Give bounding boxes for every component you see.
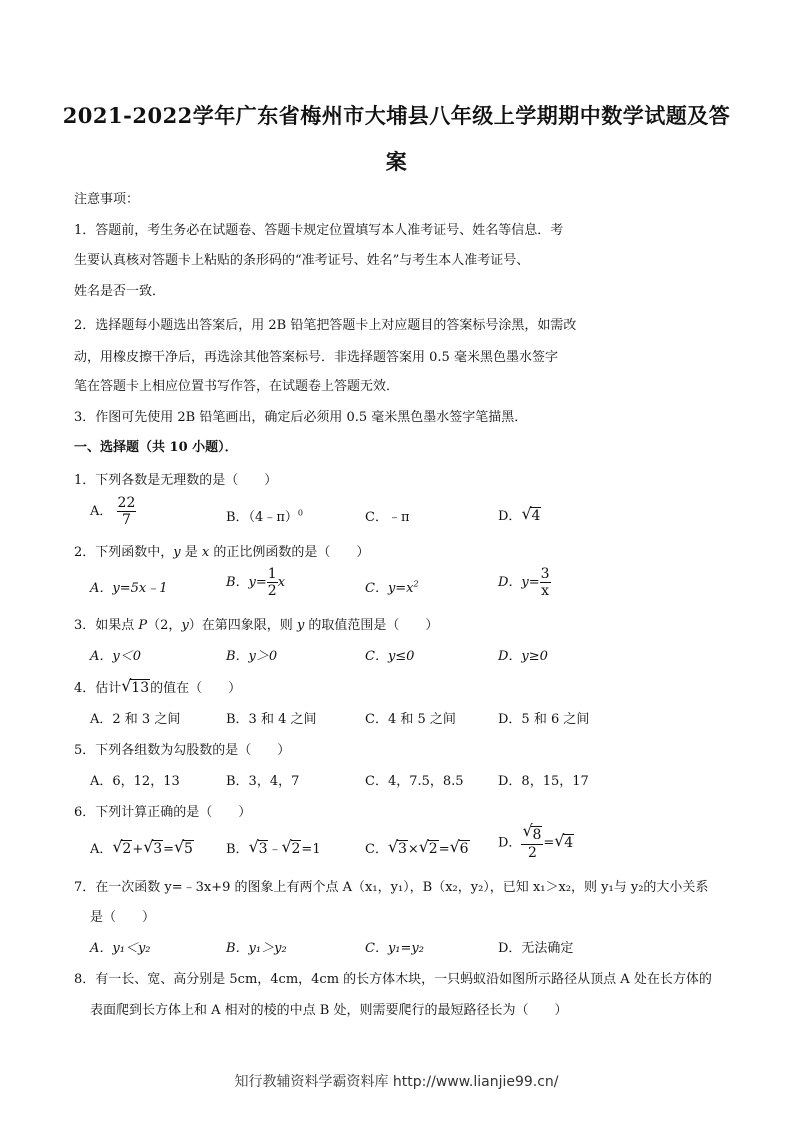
question-7-option-c: C．y₁=y₂: [365, 941, 424, 956]
fraction: $\frac{3}{x}$: [540, 566, 550, 599]
question-5-option-c: C．4，7.5，8.5: [365, 774, 464, 789]
square-root: √ 13: [121, 679, 150, 696]
question-2-stem: 2．下列函数中，y 是 x 的正比例函数的是（ ）: [74, 545, 370, 560]
question-6-option-c: C．√ 3×√ 2=√ 6: [365, 838, 470, 857]
notice-heading: 注意事项：: [74, 192, 140, 207]
question-7-option-a: A．y₁＜y₂: [90, 941, 151, 956]
question-1-option-b: B．（4﹣π）$^0$: [226, 508, 303, 525]
document-title-line-1: 2021-2022学年广东省梅州市大埔县八年级上学期期中数学试题及答: [62, 103, 731, 128]
question-4-option-c: C．4 和 5 之间: [365, 712, 456, 727]
question-7-option-b: B．y₁＞y₂: [226, 941, 287, 956]
question-7-stem: 7．在一次函数 y=﹣3x+9 的图象上有两个点 A（x₁，y₁），B（x₂，y₂），已知 x₁＞x₂，则 y₁与 y₂的大小关系: [74, 880, 709, 895]
question-3-option-a: A．y＜0: [90, 649, 142, 664]
notice-line: 2．选择题每小题选出答案后，用 2B 铅笔把答题卡上对应题目的答案标号涂黑，如需改: [74, 318, 577, 333]
question-5-option-a: A．6，12，13: [90, 774, 180, 789]
question-4-option-d: D．5 和 6 之间: [498, 712, 590, 727]
question-2-option-a: A．y=5x﹣1: [90, 581, 168, 596]
question-5-stem: 5．下列各组数为勾股数的是（ ）: [74, 743, 291, 758]
question-1-option-c: C．﹣π: [365, 510, 410, 525]
question-4-option-b: B．3 和 4 之间: [226, 712, 317, 727]
notice-line: 1．答题前，考生务必在试题卷、答题卡规定位置填写本人准考证号、姓名等信息．考: [74, 223, 564, 238]
notice-line: 生要认真核对答题卡上粘贴的条形码的“准考证号、姓名”与考生本人准考证号、: [74, 253, 530, 268]
question-6-option-b: B．√ 3﹣√ 2=1: [226, 838, 321, 857]
question-2-option-b: B．y= $\frac{1}{2}$ x: [226, 566, 286, 599]
question-6-option-a: A．√ 2+√ 3=√ 5: [90, 838, 194, 857]
question-8-stem-continued: 表面爬到长方体上和 A 相对的棱的中点 B 处，则需要爬行的最短路径长为（ ）: [90, 1003, 568, 1018]
square-root: √ 4: [521, 507, 541, 524]
section-heading: 一、选择题（共 10 小题）．: [74, 440, 238, 455]
fraction: $\frac{1}{2}$: [267, 566, 277, 599]
notice-line: 3．作图可先使用 2B 铅笔画出，确定后必须用 0.5 毫米黑色墨水签字笔描黑．: [74, 410, 528, 425]
fraction: $\frac{22}{7}$: [117, 495, 136, 528]
question-1-stem: 1．下列各数是无理数的是（ ）: [74, 473, 278, 488]
question-5-option-d: D．8，15，17: [498, 774, 589, 789]
question-1-option-d: D．√ 4: [498, 505, 541, 524]
notice-line: 笔在答题卡上相应位置书写作答，在试题卷上答题无效．: [74, 379, 400, 394]
question-7-stem-continued: 是（ ）: [90, 910, 156, 925]
footer-watermark: 知行教辅资料学霸资料库 http://www.lianjie99.cn/: [234, 1074, 559, 1090]
question-3-option-d: D．y≥0: [498, 649, 548, 664]
fraction: √ $\frac{8}{2}$: [521, 826, 543, 860]
question-6-stem: 6．下列计算正确的是（ ）: [74, 805, 252, 820]
question-1-option-a: A． $\frac{22}{7}$: [90, 495, 136, 528]
notice-line: 动，用橡皮擦干净后，再选涂其他答案标号．非选择题答案用 0.5 毫米黑色墨水签字: [74, 350, 558, 365]
question-2-option-d: D．y= $\frac{3}{x}$: [498, 566, 550, 599]
question-3-stem: 3．如果点 P（2，y）在第四象限，则 y 的取值范围是（ ）: [74, 618, 439, 633]
notice-line: 姓名是否一致．: [74, 284, 166, 299]
question-6-option-d: D． √ $\frac{8}{2}$ =√ 4: [498, 826, 574, 860]
question-2-option-c: C．$y=x^2$: [365, 579, 419, 596]
document-title-line-2: 案: [385, 149, 408, 174]
question-4-stem: 4．估计√ 13的值在（ ）: [74, 677, 241, 696]
question-4-option-a: A．2 和 3 之间: [90, 712, 181, 727]
question-3-option-c: C．y≤0: [365, 649, 415, 664]
question-3-option-b: B．y＞0: [226, 649, 278, 664]
question-7-option-d: D．无法确定: [498, 941, 574, 956]
question-5-option-b: B．3，4，7: [226, 774, 300, 789]
question-8-stem: 8．有一长、宽、高分别是 5cm，4cm，4cm 的长方体木块，一只蚂蚁沿如图所示路径从顶点 A 处在长方体的: [74, 972, 712, 987]
